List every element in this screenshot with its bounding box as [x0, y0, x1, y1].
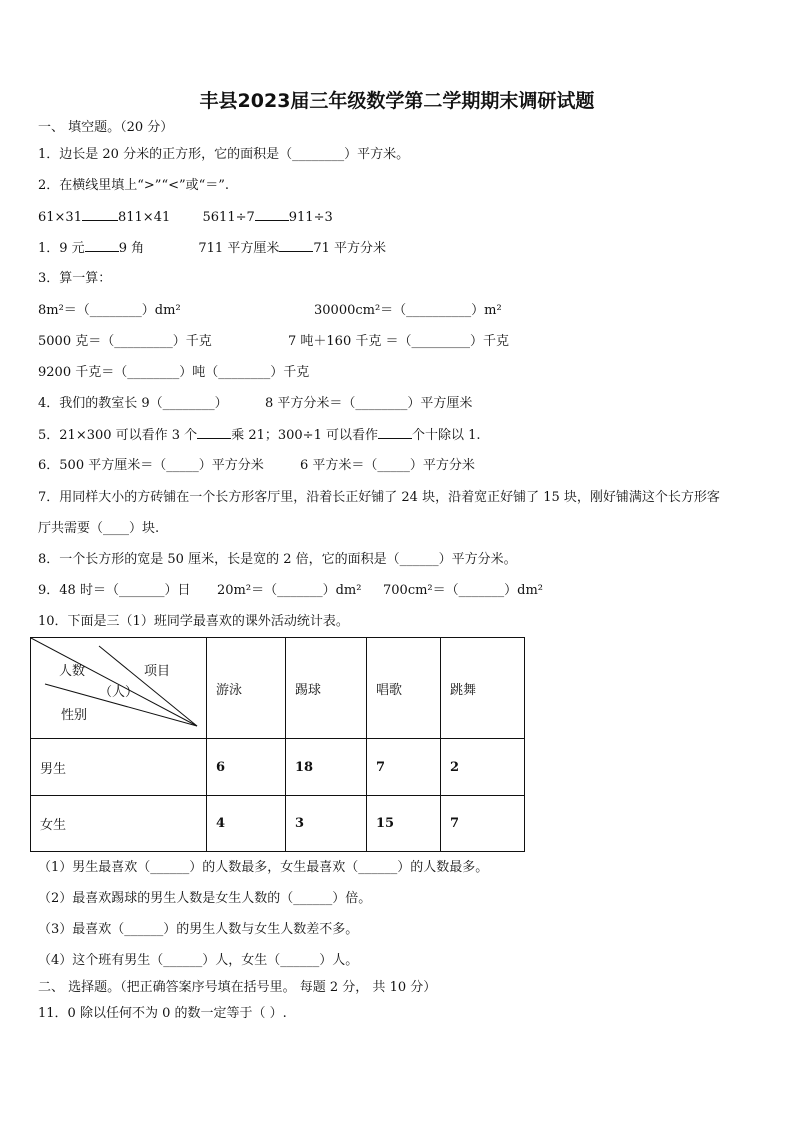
question-4b: 8 平方分米＝（________）平方厘米	[265, 396, 473, 411]
question-2: 2．在横线里填上“>”“<”或“＝”.	[38, 178, 230, 193]
q2-expr-b2: 911÷3	[288, 210, 333, 225]
question-2-row-2	[38, 239, 386, 258]
header-dancing: 跳舞	[441, 638, 525, 739]
question-4a: 4．我们的教室长 9（________）	[38, 396, 228, 411]
section-1-heading: 一、 填空题。（20 分）	[38, 120, 174, 135]
question-3c: 5000 克＝（_________）千克	[38, 334, 212, 349]
row-label-girls: 女生	[31, 796, 207, 852]
q2-expr-c2: 9 角	[118, 241, 145, 256]
sub-question-4: （4）这个班有男生（______）人，女生（______）人。	[38, 953, 359, 968]
q2-expr-b1: 5611÷7	[202, 210, 255, 225]
cell-girls-swimming: 4	[207, 796, 286, 852]
question-5	[38, 426, 481, 445]
question-6a: 6．500 平方厘米＝（_____）平方分米	[38, 458, 264, 473]
diag-label-count: 人数	[59, 664, 86, 679]
question-1: 1．边长是 20 分米的正方形，它的面积是（________）平方米。	[38, 147, 410, 162]
question-9b: 20m²＝（_______）dm²	[217, 583, 362, 598]
cell-girls-football: 3	[286, 796, 367, 852]
table-row	[31, 739, 525, 796]
blank[interactable]	[255, 208, 289, 221]
section-2-heading: 二、 选择题。（把正确答案序号填在括号里。 每题 2 分， 共 10 分）	[38, 980, 437, 995]
question-8: 8．一个长方形的宽是 50 厘米，长是宽的 2 倍，它的面积是（______）平方分米。	[38, 552, 517, 567]
question-10: 10．下面是三（1）班同学最喜欢的课外活动统计表。	[38, 614, 349, 629]
question-3b: 30000cm²＝（__________）m²	[314, 303, 502, 318]
cell-boys-swimming: 6	[207, 739, 286, 796]
question-2-row-1	[38, 208, 333, 227]
diag-label-unit: （人）	[99, 685, 139, 700]
table-header-row	[31, 638, 525, 739]
blank[interactable]	[82, 208, 118, 221]
header-football: 踢球	[286, 638, 367, 739]
blank[interactable]	[378, 426, 412, 439]
question-6b: 6 平方米＝（_____）平方分米	[300, 458, 475, 473]
diag-label-gender: 性别	[61, 708, 88, 723]
cell-boys-football: 18	[286, 739, 367, 796]
q5-part-b: 乘 21；300÷1 可以看作	[231, 428, 378, 443]
table-row	[31, 796, 525, 852]
blank[interactable]	[197, 426, 231, 439]
question-9c: 700cm²＝（_______）dm²	[383, 583, 543, 598]
question-3e: 9200 千克＝（________）吨（________）千克	[38, 365, 310, 380]
cell-boys-singing: 7	[367, 739, 441, 796]
diagonal-header-cell	[31, 638, 207, 739]
sub-question-1: （1）男生最喜欢（______）的人数最多，女生最喜欢（______）的人数最多。	[38, 860, 489, 875]
q2-expr-d1: 711 平方厘米	[198, 241, 280, 256]
q5-part-a: 5．21×300 可以看作 3 个	[38, 428, 198, 443]
question-7-line-1: 7．用同样大小的方砖铺在一个长方形客厅里，沿着长正好铺了 24 块，沿着宽正好铺了 15 块，刚好铺满这个长方形客	[38, 490, 720, 505]
blank[interactable]	[85, 239, 119, 252]
blank[interactable]	[279, 239, 313, 252]
row-label-boys: 男生	[31, 739, 207, 796]
question-3: 3．算一算：	[38, 271, 112, 286]
question-3a: 8m²＝（________）dm²	[38, 303, 181, 318]
sub-question-3: （3）最喜欢（______）的男生人数与女生人数差不多。	[38, 922, 359, 937]
q5-part-c: 个十除以 1.	[411, 428, 481, 443]
question-3d: 7 吨＋160 千克 ＝（_________）千克	[288, 334, 509, 349]
sub-question-2: （2）最喜欢踢球的男生人数是女生人数的（______）倍。	[38, 891, 372, 906]
cell-girls-singing: 15	[367, 796, 441, 852]
header-swimming: 游泳	[207, 638, 286, 739]
question-7-line-2: 厅共需要（____）块.	[38, 521, 160, 536]
page-title: 丰县2023届三年级数学第二学期期末调研试题	[199, 90, 595, 112]
cell-boys-dancing: 2	[441, 739, 525, 796]
activity-stats-table	[30, 637, 525, 852]
header-singing: 唱歌	[367, 638, 441, 739]
q2-expr-a1: 61×31	[38, 210, 82, 225]
question-9a: 9．48 时＝（_______）日	[38, 583, 191, 598]
cell-girls-dancing: 7	[441, 796, 525, 852]
q2-expr-a2: 811×41	[117, 210, 171, 225]
q2-expr-d2: 71 平方分米	[313, 241, 387, 256]
question-11: 11．0 除以任何不为 0 的数一定等于（ ）.	[38, 1006, 287, 1021]
q2-expr-c1: 1．9 元	[38, 241, 85, 256]
diag-label-item: 项目	[144, 664, 171, 679]
